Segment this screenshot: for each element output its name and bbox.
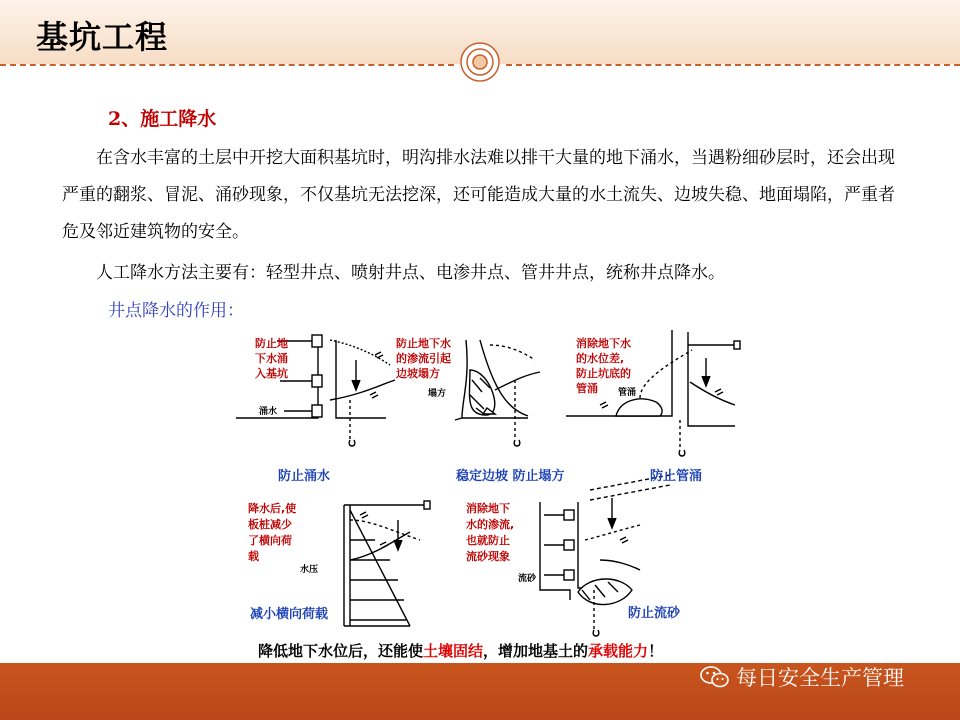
panel5-note-line4: 流砂现象 bbox=[466, 550, 510, 563]
panel4-note-line2: 板桩减少 bbox=[248, 518, 292, 531]
panel3-note-line4: 管涌 bbox=[576, 382, 598, 395]
panel3-caption: 防止管涌 bbox=[650, 469, 703, 484]
bottom-summary-part1: 降低地下水位后，还能使 bbox=[258, 642, 424, 660]
panel3-note-line2: 的水位差, bbox=[576, 352, 625, 365]
panel1-note-line3: 入基坑 bbox=[255, 367, 288, 380]
panel2-note-line2: 的渗流引起 bbox=[396, 352, 451, 365]
panel2-note-line1: 防止地下水 bbox=[396, 337, 451, 350]
bottom-summary-part4: 承载能力 bbox=[588, 642, 649, 660]
panel1-caption: 防止涌水 bbox=[278, 469, 331, 484]
wechat-icon bbox=[700, 665, 730, 689]
panel5-note-line1: 消除地下 bbox=[466, 502, 510, 515]
panel2-caption: 稳定边坡 防止塌方 bbox=[456, 469, 565, 484]
paragraph-1: 在含水丰富的土层中开挖大面积基坑时，明沟排水法难以排干大量的地下涌水，当遇粉细砂层时，还会出现严重的翻浆、冒泥、涌砂现象，不仅基坑无法挖深，还可能造成大量的水土流失、边坡失稳、地面塌陷，严重者危及邻近建筑物的安全。 bbox=[62, 148, 895, 242]
panel4-caption: 减小横向荷载 bbox=[250, 607, 329, 622]
bottom-summary bbox=[258, 640, 663, 661]
bottom-summary-part3: ，增加地基土的 bbox=[483, 642, 589, 660]
panel5-tag: 流砂 bbox=[518, 574, 537, 584]
subheading: 井点降水的作用： bbox=[108, 301, 244, 321]
section-heading: 2、施工降水 bbox=[108, 108, 217, 130]
panel4-note-line1: 降水后,使 bbox=[248, 502, 297, 515]
bottom-summary-part5: ！ bbox=[648, 642, 664, 660]
panel1-note-line1: 防止地 bbox=[255, 337, 288, 350]
paragraph-2: 人工降水方法主要有：轻型井点、喷射井点、电渗井点、管井井点，统称井点降水。 bbox=[62, 263, 725, 283]
panel5-note-line2: 水的渗流, bbox=[466, 518, 515, 531]
watermark bbox=[700, 664, 904, 690]
watermark-text: 每日安全生产管理 bbox=[736, 666, 904, 690]
panel-slope-stability bbox=[455, 340, 540, 446]
panel1-tag: 涌水 bbox=[259, 407, 278, 417]
panel2-note-line3: 边坡塌方 bbox=[396, 367, 440, 380]
panel2-tag: 塌方 bbox=[428, 389, 447, 399]
bottom-summary-part2: 土壤固结 bbox=[423, 642, 484, 660]
panel4-note-line3: 了横向荷 bbox=[248, 534, 292, 547]
panel-reduce-lateral-load bbox=[344, 501, 430, 626]
panel5-note-line3: 也就防止 bbox=[466, 534, 510, 547]
panel4-tag: 水压 bbox=[300, 565, 319, 575]
panel4-note-line4: 载 bbox=[248, 550, 259, 563]
panel3-note-line1: 消除地下水 bbox=[576, 337, 631, 350]
panel5-caption: 防止流砂 bbox=[628, 606, 681, 621]
panel3-tag: 管涌 bbox=[618, 388, 637, 398]
panel1-note-line2: 下水涌 bbox=[255, 352, 288, 365]
page-title: 基坑工程 bbox=[36, 18, 169, 56]
panel3-note-line3: 防止坑底的 bbox=[576, 367, 631, 380]
